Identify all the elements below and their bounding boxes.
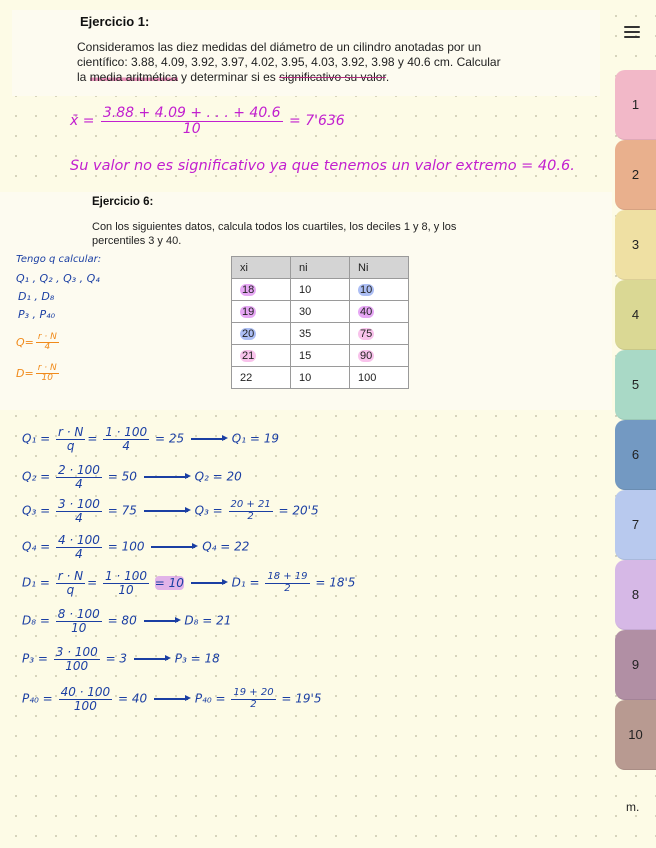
exercise-6-line-1: Con los siguientes datos, calcula todos los cuartiles, los deciles 1 y 8, y los	[92, 221, 457, 233]
table-row	[232, 367, 409, 389]
fraction-den: 100	[73, 698, 97, 713]
cell-xi	[232, 323, 291, 345]
struck-significativo: significativo su valor	[279, 70, 386, 84]
fraction-num: 20 + 21	[230, 499, 271, 511]
xbar-label: x̄ =	[70, 113, 95, 130]
fraction-den: 4	[75, 476, 83, 491]
quartile-formula-lhs: Q=	[16, 335, 34, 349]
tab-2[interactable]: 2	[615, 140, 656, 210]
mean-numerator: 3.88 + 4.09 + . . . + 40.6	[102, 105, 281, 121]
arrow-icon	[191, 438, 225, 439]
cell-ni: 35	[291, 323, 350, 345]
fraction-den: 100	[65, 658, 89, 673]
header-Ni: Ni	[350, 257, 409, 279]
mean-denominator: 10	[182, 120, 201, 137]
arrow-icon	[151, 546, 195, 547]
fraction-den: q	[66, 582, 75, 597]
fraction-num: 3 · 100	[55, 645, 98, 659]
calc-final: P₃ = 18	[174, 651, 220, 666]
fraction-den: 4	[122, 438, 130, 453]
cell-ni: 15	[291, 345, 350, 367]
cell-Ni	[350, 279, 409, 301]
table-row	[232, 323, 409, 345]
fraction-den: q	[66, 438, 75, 453]
arrow-icon	[154, 698, 188, 699]
calc-result: = 10	[154, 575, 184, 590]
fraction-num: 1 · 100	[104, 569, 147, 583]
fraction-num: 3 · 100	[57, 497, 100, 511]
calc-result: = 40	[118, 691, 148, 706]
mean-result: = 7'636	[289, 113, 345, 130]
calc-final-fraction	[229, 500, 273, 522]
calc-result: = 50	[107, 469, 137, 484]
fraction-den: 4	[75, 510, 83, 525]
exercise-6-statement	[92, 220, 532, 248]
fraction-num: 40 · 100	[60, 685, 111, 699]
calc-values-fraction	[103, 426, 149, 452]
cell-Ni	[350, 301, 409, 323]
calc-lhs: P₄₀ =	[22, 691, 53, 706]
calc-values-fraction	[103, 570, 149, 596]
calc-q4	[22, 534, 249, 560]
line3-end: .	[385, 70, 390, 84]
fraction-num: 2 · 100	[57, 463, 100, 477]
calc-final-result: = 18'5	[315, 575, 356, 590]
calc-p3	[22, 646, 220, 672]
calc-values-fraction	[56, 534, 102, 560]
calc-final-fraction	[265, 572, 309, 594]
tab-9[interactable]: 9	[615, 630, 656, 700]
cell-xi	[232, 301, 291, 323]
frequency-table	[231, 256, 409, 389]
calc-values-fraction	[56, 464, 102, 490]
cell-Ni	[350, 323, 409, 345]
hamburger-menu-icon[interactable]	[624, 26, 640, 40]
table-header-row	[232, 257, 409, 279]
cell-Ni: 100	[350, 367, 409, 389]
quartile-formula-num: r · N	[37, 332, 57, 342]
side-note-deciles: D₁ , D₈	[18, 290, 55, 303]
calc-formula-fraction	[56, 426, 85, 452]
fraction-num: 19 + 20	[233, 687, 274, 699]
tab-10[interactable]: 10	[615, 700, 656, 770]
fraction-den: 2	[284, 582, 291, 594]
quartile-formula	[16, 333, 61, 353]
marked-value: 18	[242, 283, 255, 296]
line3-mid: y determinar si es	[177, 70, 280, 84]
tab-7[interactable]: 7	[615, 490, 656, 560]
cell-xi	[232, 279, 291, 301]
marked-value: 40	[360, 305, 373, 318]
calc-final: P₄₀ =	[194, 691, 226, 706]
exercise-6-title: Ejercicio 6:	[92, 196, 154, 208]
side-note-heading: Tengo q calcular:	[16, 254, 102, 265]
tab-6[interactable]: 6	[615, 420, 656, 490]
fraction-num: r · N	[57, 569, 84, 583]
calc-q2	[22, 464, 242, 490]
calc-final: D₁ =	[231, 575, 260, 590]
calc-final: Q₃ =	[194, 503, 223, 518]
calc-lhs: D₁ =	[22, 575, 50, 590]
tab-1[interactable]: 1	[615, 70, 656, 140]
quartile-formula-fraction	[36, 333, 59, 353]
calc-values-fraction	[59, 686, 113, 712]
table-row	[232, 301, 409, 323]
calc-final: D₈ = 21	[184, 613, 232, 628]
quartile-formula-den: 4	[44, 342, 51, 353]
calc-result: = 80	[107, 613, 137, 628]
fraction-num: 8 · 100	[57, 607, 100, 621]
arrow-icon	[144, 476, 188, 477]
tab-3[interactable]: 3	[615, 210, 656, 280]
calc-lhs: Q₃ =	[22, 503, 51, 518]
cell-xi	[232, 345, 291, 367]
header-xi: xi	[232, 257, 291, 279]
fraction-den: 2	[247, 510, 254, 522]
calc-result: = 100	[107, 539, 145, 554]
decile-formula-lhs: D=	[16, 366, 34, 380]
calc-lhs: Q₄ =	[22, 539, 51, 554]
marked-value: 75	[360, 327, 373, 340]
marked-value: 90	[360, 349, 373, 362]
decile-formula-fraction	[36, 364, 59, 384]
fraction-den: 4	[75, 546, 83, 561]
cell-Ni	[350, 345, 409, 367]
exercise-1-title: Ejercicio 1:	[80, 14, 150, 29]
arrow-icon	[134, 658, 168, 659]
fraction-den: 10	[71, 620, 87, 635]
arrow-icon	[191, 582, 225, 583]
fraction-num: 18 + 19	[267, 571, 308, 583]
calc-q1: Q₁ = $\frac{r \cdot N}{q}$ = $\frac{1 \cdot 100}{4}$ = 25 Q₁ = 19	[22, 425, 280, 453]
calc-d1: D₁ = $\frac{r \cdot N}{q}$ = $\frac{1 \cdot 100}{10}$ = 10 D₁ = $\frac{18 + 19}{2}$ = 18'5	[22, 569, 356, 597]
line3-pre: la	[77, 70, 90, 84]
header-ni: ni	[291, 257, 350, 279]
marked-value: 20	[242, 327, 255, 340]
fraction-num: r · N	[57, 425, 84, 439]
fraction-den: 10	[118, 582, 134, 597]
highlight-media-aritmetica: media aritmética	[89, 70, 178, 84]
marked-value: 19	[242, 305, 255, 318]
exercise-6-line-2: percentiles 3 y 40.	[92, 235, 182, 247]
tab-4[interactable]: 4	[615, 280, 656, 350]
calc-lhs: P₃ =	[22, 651, 48, 666]
calc-lhs: Q₁ =	[22, 431, 51, 446]
fraction-num: 1 · 100	[105, 425, 148, 439]
cell-xi: 22	[232, 367, 291, 389]
mean-formula	[70, 106, 345, 136]
calc-values-fraction	[54, 646, 100, 672]
calc-q3	[22, 498, 319, 524]
exercise-1-statement	[77, 40, 597, 85]
calc-values-fraction	[56, 498, 102, 524]
calc-formula-fraction	[56, 570, 85, 596]
calc-lhs: D₈ =	[22, 613, 50, 628]
calc-final: Q₂ = 20	[194, 469, 242, 484]
fraction-den: 2	[250, 698, 257, 710]
decile-formula-num: r · N	[37, 363, 57, 373]
more-tab[interactable]: m.	[626, 800, 640, 814]
marked-value: 21	[242, 349, 255, 362]
table-row	[232, 345, 409, 367]
cell-ni: 30	[291, 301, 350, 323]
calc-values-fraction	[56, 608, 102, 634]
mean-fraction	[101, 106, 283, 136]
exercise-1-line-1: Consideramos las diez medidas del diámetro de un cilindro anotadas por un	[77, 40, 482, 54]
calc-d8	[22, 608, 231, 634]
calc-lhs: Q₂ =	[22, 469, 51, 484]
arrow-icon	[144, 620, 178, 621]
decile-formula-den: 10	[41, 373, 53, 384]
cell-ni: 10	[291, 367, 350, 389]
fraction-num: 4 · 100	[57, 533, 100, 547]
arrow-icon	[144, 510, 188, 511]
calc-final-result: = 19'5	[281, 691, 322, 706]
calc-final: Q₁ = 19	[231, 431, 280, 446]
calc-final-result: = 20'5	[278, 503, 319, 518]
significance-conclusion: Su valor no es significativo ya que tenemos un valor extremo = 40.6.	[70, 158, 575, 174]
marked-value: 10	[360, 283, 373, 296]
decile-formula	[16, 364, 61, 384]
tab-5[interactable]: 5	[615, 350, 656, 420]
side-note-percentiles: P₃ , P₄₀	[18, 308, 55, 321]
section-tabs	[615, 70, 656, 770]
side-note-quartiles: Q₁ , Q₂ , Q₃ , Q₄	[16, 272, 100, 285]
calc-p40	[22, 686, 321, 712]
table-row	[232, 279, 409, 301]
calc-final: Q₄ = 22	[202, 539, 250, 554]
calc-final-fraction	[231, 688, 275, 710]
calc-result: = 25	[155, 431, 185, 446]
calc-result: = 3	[105, 651, 128, 666]
tab-8[interactable]: 8	[615, 560, 656, 630]
calc-result: = 75	[107, 503, 137, 518]
cell-ni: 10	[291, 279, 350, 301]
exercise-1-line-2: científico: 3.88, 4.09, 3.92, 3.97, 4.02, 3.95, 4.03, 3.92, 3.98 y 40.6 cm. Calcular	[77, 55, 501, 69]
exercise-1-line-3	[77, 70, 597, 85]
